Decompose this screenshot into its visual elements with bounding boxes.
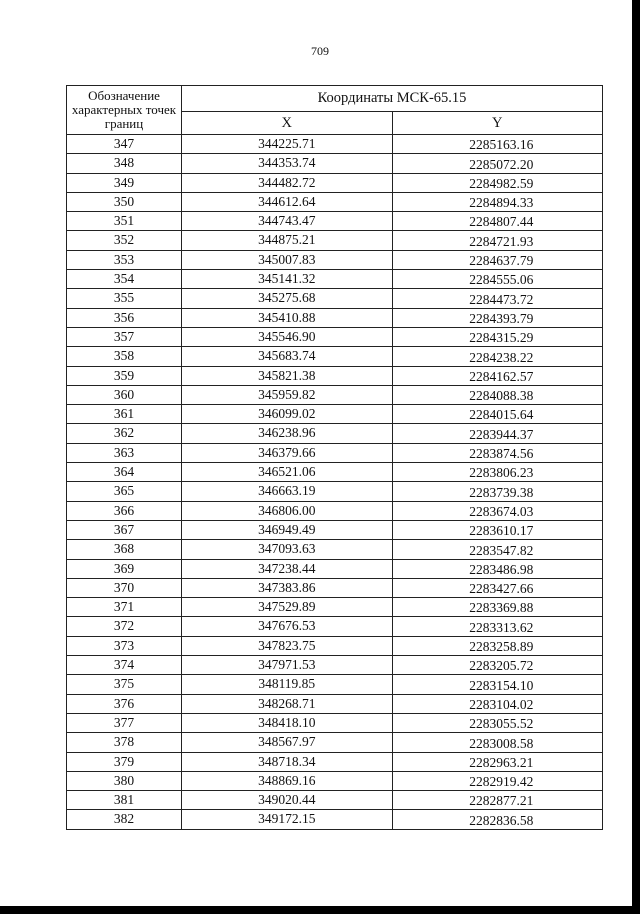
point-number-cell: 367 xyxy=(67,520,182,539)
table-row xyxy=(67,675,603,694)
y-coordinate-cell: 2284807.44 xyxy=(392,212,603,231)
table-row xyxy=(67,752,603,771)
y-coordinate-cell: 2283313.62 xyxy=(392,617,603,636)
point-number-cell: 352 xyxy=(67,231,182,250)
table-row xyxy=(67,598,603,617)
point-number-cell: 361 xyxy=(67,405,182,424)
y-coordinate-cell: 2284637.79 xyxy=(392,250,603,269)
y-column-header: Y xyxy=(392,112,603,135)
x-coordinate-cell: 346663.19 xyxy=(182,482,393,501)
x-coordinate-cell: 346806.00 xyxy=(182,501,393,520)
x-coordinate-cell: 345141.32 xyxy=(182,270,393,289)
point-number-cell: 355 xyxy=(67,289,182,308)
y-coordinate-cell: 2283104.02 xyxy=(392,694,603,713)
x-coordinate-cell: 346949.49 xyxy=(182,520,393,539)
x-coordinate-cell: 349020.44 xyxy=(182,791,393,810)
x-coordinate-cell: 344612.64 xyxy=(182,192,393,211)
y-coordinate-cell: 2283610.17 xyxy=(392,520,603,539)
x-coordinate-cell: 344743.47 xyxy=(182,212,393,231)
x-coordinate-cell: 345683.74 xyxy=(182,347,393,366)
table-row xyxy=(67,771,603,790)
y-coordinate-cell: 2282963.21 xyxy=(392,752,603,771)
table-row xyxy=(67,385,603,404)
x-coordinate-cell: 346238.96 xyxy=(182,424,393,443)
point-number-cell: 370 xyxy=(67,578,182,597)
x-coordinate-cell: 345007.83 xyxy=(182,250,393,269)
x-column-header: X xyxy=(182,112,393,135)
y-coordinate-cell: 2283739.38 xyxy=(392,482,603,501)
table-row xyxy=(67,443,603,462)
point-number-cell: 347 xyxy=(67,135,182,154)
table-row xyxy=(67,405,603,424)
x-coordinate-cell: 348869.16 xyxy=(182,771,393,790)
table-row xyxy=(67,212,603,231)
table-row xyxy=(67,327,603,346)
table-row xyxy=(67,656,603,675)
point-number-cell: 378 xyxy=(67,733,182,752)
point-number-cell: 350 xyxy=(67,192,182,211)
table-row xyxy=(67,791,603,810)
y-coordinate-cell: 2283874.56 xyxy=(392,443,603,462)
x-coordinate-cell: 347971.53 xyxy=(182,656,393,675)
x-coordinate-cell: 348567.97 xyxy=(182,733,393,752)
table-row xyxy=(67,173,603,192)
coords-title-header: Координаты МСК-65.15 xyxy=(182,86,603,112)
y-coordinate-cell: 2284162.57 xyxy=(392,366,603,385)
point-number-cell: 357 xyxy=(67,327,182,346)
point-number-cell: 359 xyxy=(67,366,182,385)
point-number-cell: 356 xyxy=(67,308,182,327)
y-coordinate-cell: 2282836.58 xyxy=(392,810,603,829)
y-coordinate-cell: 2283258.89 xyxy=(392,636,603,655)
point-number-cell: 372 xyxy=(67,617,182,636)
y-coordinate-cell: 2284088.38 xyxy=(392,385,603,404)
page-number: 709 xyxy=(311,44,329,58)
y-coordinate-cell: 2284982.59 xyxy=(392,173,603,192)
point-number-cell: 349 xyxy=(67,173,182,192)
point-number-cell: 373 xyxy=(67,636,182,655)
table-row xyxy=(67,135,603,154)
point-number-cell: 375 xyxy=(67,675,182,694)
y-coordinate-cell: 2283427.66 xyxy=(392,578,603,597)
point-number-cell: 382 xyxy=(67,810,182,829)
table-row xyxy=(67,463,603,482)
table-row xyxy=(67,270,603,289)
table-body xyxy=(67,135,603,830)
table-row xyxy=(67,636,603,655)
point-number-cell: 364 xyxy=(67,463,182,482)
point-number-cell: 380 xyxy=(67,771,182,790)
y-coordinate-cell: 2283806.23 xyxy=(392,463,603,482)
table-row xyxy=(67,578,603,597)
table-row xyxy=(67,694,603,713)
x-coordinate-cell: 345546.90 xyxy=(182,327,393,346)
y-coordinate-cell: 2283369.88 xyxy=(392,598,603,617)
point-number-cell: 377 xyxy=(67,713,182,732)
table-row xyxy=(67,424,603,443)
x-coordinate-cell: 346521.06 xyxy=(182,463,393,482)
table-row xyxy=(67,733,603,752)
table-row xyxy=(67,501,603,520)
x-coordinate-cell: 348119.85 xyxy=(182,675,393,694)
point-number-cell: 360 xyxy=(67,385,182,404)
point-number-cell: 379 xyxy=(67,752,182,771)
table-row xyxy=(67,810,603,829)
point-number-cell: 351 xyxy=(67,212,182,231)
point-number-cell: 354 xyxy=(67,270,182,289)
table-row xyxy=(67,617,603,636)
point-number-cell: 381 xyxy=(67,791,182,810)
y-coordinate-cell: 2285072.20 xyxy=(392,154,603,173)
point-number-cell: 369 xyxy=(67,559,182,578)
table-row xyxy=(67,154,603,173)
point-number-cell: 376 xyxy=(67,694,182,713)
x-coordinate-cell: 345959.82 xyxy=(182,385,393,404)
point-number-cell: 362 xyxy=(67,424,182,443)
y-coordinate-cell: 2283055.52 xyxy=(392,713,603,732)
point-number-cell: 348 xyxy=(67,154,182,173)
table-row xyxy=(67,289,603,308)
y-coordinate-cell: 2282877.21 xyxy=(392,791,603,810)
x-coordinate-cell: 348418.10 xyxy=(182,713,393,732)
y-coordinate-cell: 2284015.64 xyxy=(392,405,603,424)
table-row xyxy=(67,713,603,732)
x-coordinate-cell: 346379.66 xyxy=(182,443,393,462)
y-coordinate-cell: 2284315.29 xyxy=(392,327,603,346)
point-number-cell: 374 xyxy=(67,656,182,675)
table-row xyxy=(67,366,603,385)
y-coordinate-cell: 2283205.72 xyxy=(392,656,603,675)
x-coordinate-cell: 345275.68 xyxy=(182,289,393,308)
table-row xyxy=(67,520,603,539)
x-coordinate-cell: 348718.34 xyxy=(182,752,393,771)
x-coordinate-cell: 344482.72 xyxy=(182,173,393,192)
x-coordinate-cell: 347383.86 xyxy=(182,578,393,597)
y-coordinate-cell: 2283008.58 xyxy=(392,733,603,752)
x-coordinate-cell: 345821.38 xyxy=(182,366,393,385)
x-coordinate-cell: 347093.63 xyxy=(182,540,393,559)
point-number-cell: 358 xyxy=(67,347,182,366)
x-coordinate-cell: 344875.21 xyxy=(182,231,393,250)
table-row xyxy=(67,347,603,366)
y-coordinate-cell: 2284721.93 xyxy=(392,231,603,250)
y-coordinate-cell: 2283944.37 xyxy=(392,424,603,443)
x-coordinate-cell: 348268.71 xyxy=(182,694,393,713)
y-coordinate-cell: 2284473.72 xyxy=(392,289,603,308)
y-coordinate-cell: 2283547.82 xyxy=(392,540,603,559)
table-row xyxy=(67,250,603,269)
designation-header: Обозначение характерных точек границ xyxy=(67,86,182,135)
x-coordinate-cell: 349172.15 xyxy=(182,810,393,829)
y-coordinate-cell: 2283674.03 xyxy=(392,501,603,520)
y-coordinate-cell: 2284894.33 xyxy=(392,192,603,211)
table-row xyxy=(67,482,603,501)
x-coordinate-cell: 347238.44 xyxy=(182,559,393,578)
y-coordinate-cell: 2282919.42 xyxy=(392,771,603,790)
x-coordinate-cell: 344353.74 xyxy=(182,154,393,173)
point-number-cell: 371 xyxy=(67,598,182,617)
table-row xyxy=(67,559,603,578)
table-row xyxy=(67,308,603,327)
x-coordinate-cell: 347529.89 xyxy=(182,598,393,617)
y-coordinate-cell: 2284555.06 xyxy=(392,270,603,289)
point-number-cell: 366 xyxy=(67,501,182,520)
table-row xyxy=(67,192,603,211)
point-number-cell: 353 xyxy=(67,250,182,269)
x-coordinate-cell: 344225.71 xyxy=(182,135,393,154)
coordinates-table xyxy=(66,85,603,830)
y-coordinate-cell: 2285163.16 xyxy=(392,135,603,154)
point-number-cell: 363 xyxy=(67,443,182,462)
x-coordinate-cell: 345410.88 xyxy=(182,308,393,327)
table-row xyxy=(67,231,603,250)
y-coordinate-cell: 2283154.10 xyxy=(392,675,603,694)
y-coordinate-cell: 2284393.79 xyxy=(392,308,603,327)
x-coordinate-cell: 347676.53 xyxy=(182,617,393,636)
x-coordinate-cell: 347823.75 xyxy=(182,636,393,655)
y-coordinate-cell: 2283486.98 xyxy=(392,559,603,578)
table-row xyxy=(67,540,603,559)
x-coordinate-cell: 346099.02 xyxy=(182,405,393,424)
point-number-cell: 365 xyxy=(67,482,182,501)
y-coordinate-cell: 2284238.22 xyxy=(392,347,603,366)
point-number-cell: 368 xyxy=(67,540,182,559)
